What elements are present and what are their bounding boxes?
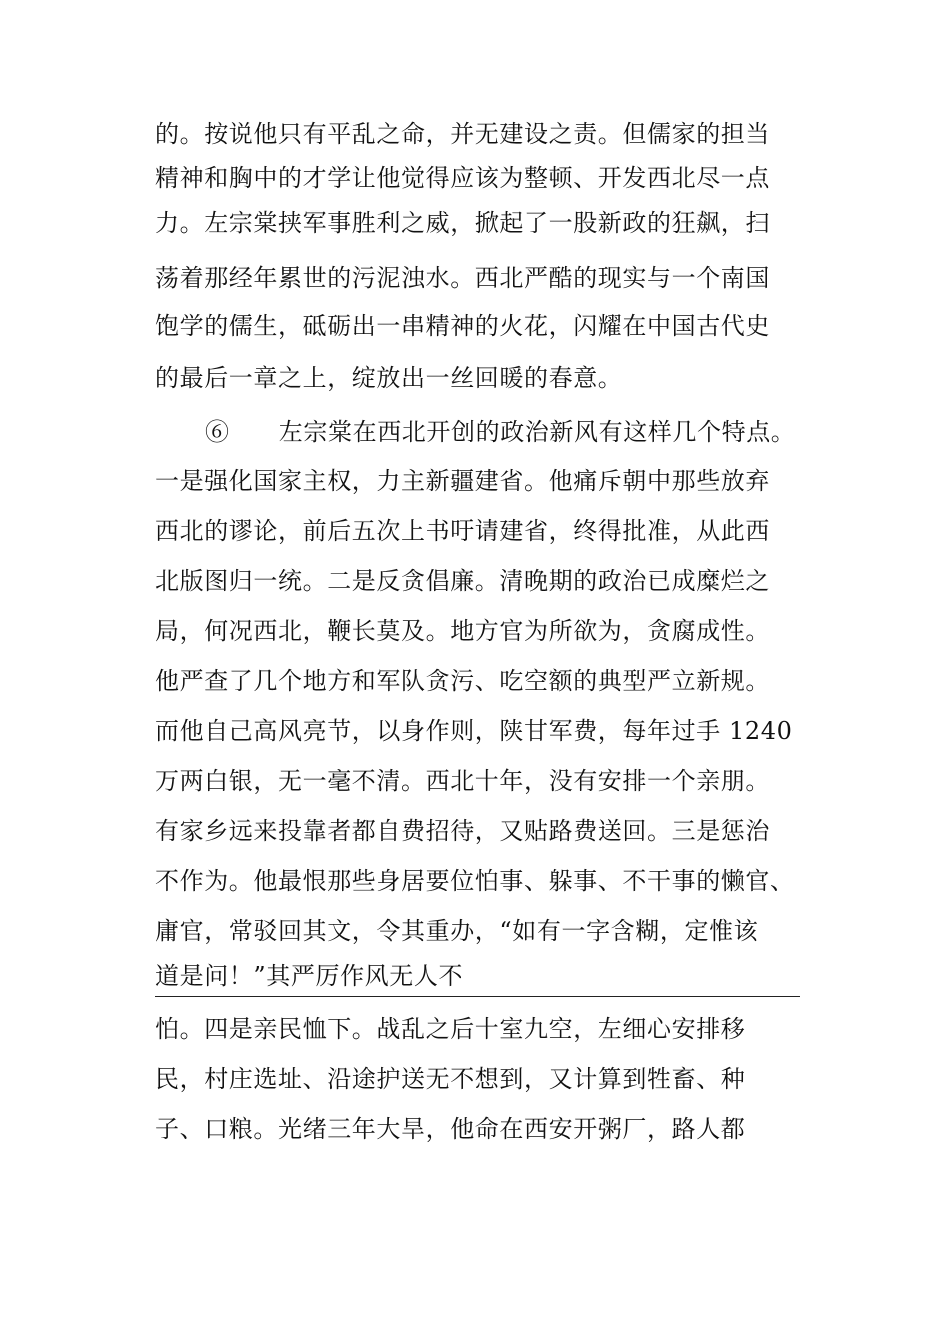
text-line: 有家乡远来投靠者都自费招待，又贴路费送回。三是惩治 bbox=[155, 817, 770, 845]
paragraph-start-line: ⑥ 左宗棠在西北开创的政治新风有这样几个特点。 bbox=[205, 418, 796, 446]
text-line: 力。左宗棠挟军事胜利之威，掀起了一股新政的狂飙，扫 bbox=[155, 209, 770, 237]
text-line: 的。按说他只有平乱之命，并无建设之责。但儒家的担当 bbox=[155, 120, 770, 148]
text-line: 不作为。他最恨那些身居要位怕事、躲事、不干事的懒官、 bbox=[155, 867, 795, 895]
section-divider bbox=[155, 996, 800, 997]
text-line: 精神和胸中的才学让他觉得应该为整顿、开发西北尽一点 bbox=[155, 164, 770, 192]
text-line: 饱学的儒生，砥砺出一串精神的火花，闪耀在中国古代史 bbox=[155, 312, 770, 340]
text-line: 他严查了几个地方和军队贪污、吃空额的典型严立新规。 bbox=[155, 667, 770, 695]
text-line: 庸官，常驳回其文，令其重办，“如有一字含糊，定惟该 bbox=[155, 917, 759, 945]
text-line: 而他自己高风亮节，以身作则，陕甘军费，每年过手 1240 bbox=[155, 717, 793, 745]
text-line: 民，村庄选址、沿途护送无不想到，又计算到牲畜、种 bbox=[155, 1065, 746, 1093]
text-line: 万两白银，无一毫不清。西北十年，没有安排一个亲朋。 bbox=[155, 767, 770, 795]
text-line: 局，何况西北，鞭长莫及。地方官为所欲为，贪腐成性。 bbox=[155, 617, 770, 645]
text-line: 西北的谬论，前后五次上书吁请建省，终得批准，从此西 bbox=[155, 517, 770, 545]
text-line: 子、口粮。光绪三年大旱，他命在西安开粥厂，路人都 bbox=[155, 1115, 746, 1143]
text-line: 的最后一章之上，绽放出一丝回暖的春意。 bbox=[155, 364, 623, 392]
text-line: 一是强化国家主权，力主新疆建省。他痛斥朝中那些放弃 bbox=[155, 467, 770, 495]
text-line: 道是问！”其严厉作风无人不 bbox=[155, 962, 464, 990]
text-line: 怕。四是亲民恤下。战乱之后十室九空，左细心安排移 bbox=[155, 1015, 746, 1043]
text-line: 荡着那经年累世的污泥浊水。西北严酷的现实与一个南国 bbox=[155, 264, 770, 292]
text-line: 北版图归一统。二是反贪倡廉。清晚期的政治已成糜烂之 bbox=[155, 567, 770, 595]
